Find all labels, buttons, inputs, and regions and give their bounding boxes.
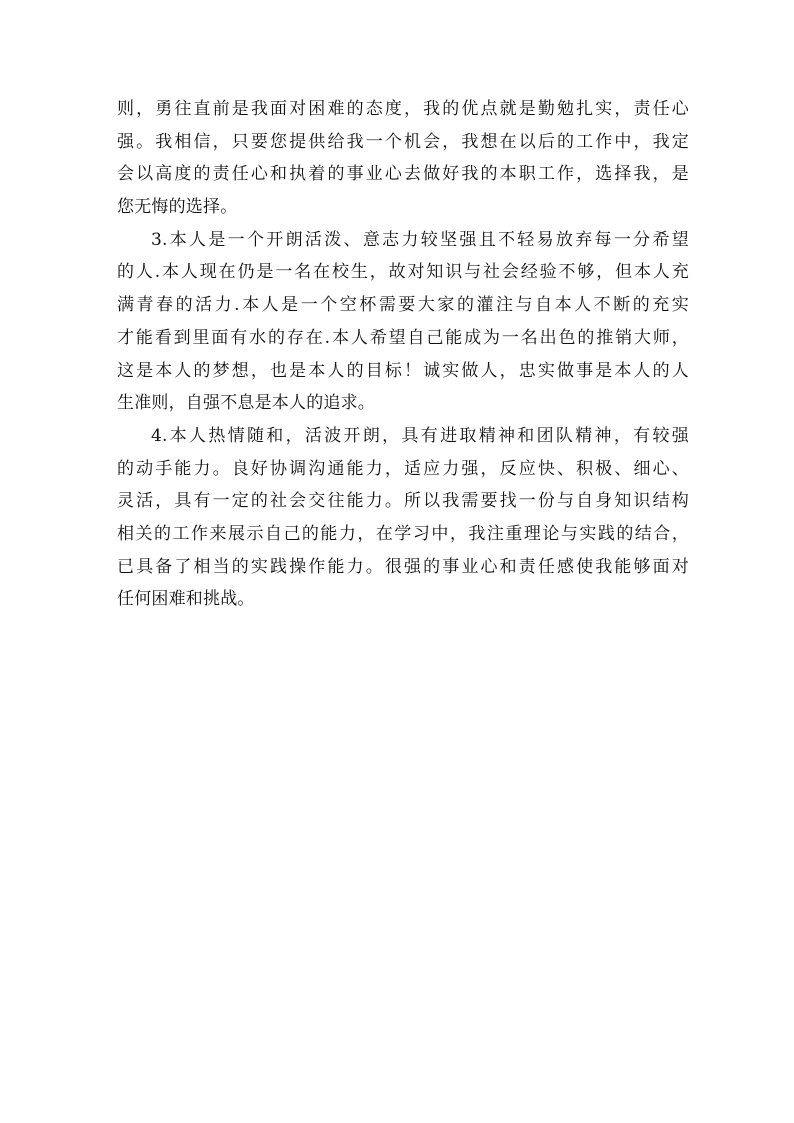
paragraph-continuation	[117, 93, 689, 224]
paragraph-3	[117, 224, 689, 420]
text-line: 您无悔的选择。	[117, 197, 238, 218]
text-line: 灵活，具有一定的社会交往能力。所以我需要找一份与自身知识结构	[117, 491, 689, 512]
text-line: 才能看到里面有水的存在.本人希望自己能成为一名出色的推销大师，	[117, 327, 689, 348]
text-line: 3.本人是一个开朗活泼、意志力较坚强且不轻易放弃每一分希望	[151, 229, 689, 250]
text-line: 4.本人热情随和，活波开朗，具有进取精神和团队精神，有较强	[151, 425, 689, 446]
text-line: 已具备了相当的实践操作能力。很强的事业心和责任感使我能够面对	[117, 556, 689, 577]
text-line: 相关的工作来展示自己的能力，在学习中，我注重理论与实践的结合，	[117, 523, 689, 544]
document-body	[117, 93, 689, 616]
text-line: 这是本人的梦想，也是本人的目标！诚实做人，忠实做事是本人的人	[117, 360, 689, 381]
text-line: 强。我相信，只要您提供给我一个机会，我想在以后的工作中，我定	[117, 131, 689, 152]
text-line: 则，勇往直前是我面对困难的态度，我的优点就是勤勉扎实，责任心	[117, 99, 689, 119]
text-line: 任何困难和挑战。	[117, 589, 255, 610]
paragraph-4	[117, 420, 689, 616]
text-line: 的人.本人现在仍是一名在校生，故对知识与社会经验不够，但本人充	[117, 262, 689, 283]
text-line: 满青春的活力.本人是一个空杯需要大家的灌注与自本人不断的充实	[117, 295, 689, 316]
text-line: 生准则，自强不息是本人的追求。	[117, 393, 375, 414]
text-line: 的动手能力。良好协调沟通能力，适应力强，反应快、积极、细心、	[117, 458, 689, 479]
text-line: 会以高度的责任心和执着的事业心去做好我的本职工作，选择我，是	[117, 164, 689, 185]
